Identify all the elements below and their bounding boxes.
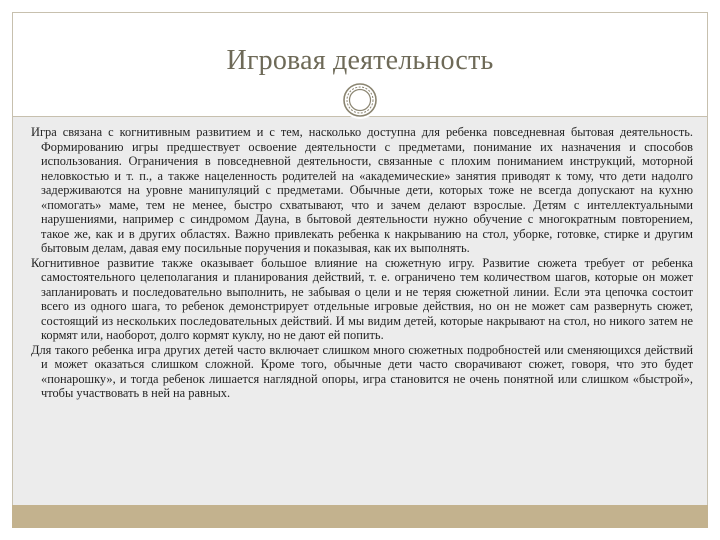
paragraph-3: Для такого ребенка игра других детей часто включает слишком много сюжетных подробностей или сменяющихся действий и может оказаться слишком сложной. Кроме того, обычные дети часто сворачивают сюжет, говоря, что это будет «понарошку», и тогда ребенок лишается наглядной опоры, игра становится не очень понятной или слишком «быстрой», чтобы участвовать в ней на равных.: [31, 342, 693, 400]
wreath-circle-icon: [340, 80, 380, 120]
paragraph-2: Когнитивное развитие также оказывает большое влияние на сюжетную игру. Развитие сюжета требует от ребенка самостоятельного целеполагания и планирования действий, т. е. ограничено тем количеством шагов, которые он может запланировать и последовательно выполнить, не забывая о цели и не теряя сюжетной линии. Если эта цепочка состоит всего из одного шага, то ребенок демонстрирует отдельные игровые действия, но он не может сам развернуть сюжет, состоящий из нескольких последовательных действий. И мы видим детей, которые накрывают на стол, но никого затем не кормят или, наоборот, долго кормят куклу, но не дают ей попить.: [31, 255, 693, 342]
paragraph-1: Игра связана с когнитивным развитием и с тем, насколько доступна для ребенка повседневная бытовая деятельность. Формированию игры предшествует освоение деятельности с предметами, понимание их назначения и способов использования. Ограничения в повседневной деятельности, связанные с плохим пониманием инструкций, моторной неловкостью и т. п., а также нацеленность родителей на «академические» занятия приводят к тому, что дети надолго задерживаются на уровне манипуляций с предметами. Обычные дети, которых тоже не всегда допускают на кухню «помогать» маме, тем не менее, быстро схватывают, что и зачем делают взрослые. Детям с интеллектуальными нарушениями, например с синдромом Дауна, в бытовой деятельности нужно обучение с многократным повторением, такое же, как и в других областях. Важно привлекать ребенка к накрыванию на стол, уборке, готовке, стирке и другим бытовым делам, давая ему посильные поручения и показывая, как их выполнять.: [31, 125, 693, 255]
slide-title: Игровая деятельность: [226, 45, 494, 76]
slide-body: [12, 117, 708, 505]
footer-band: [12, 505, 708, 528]
